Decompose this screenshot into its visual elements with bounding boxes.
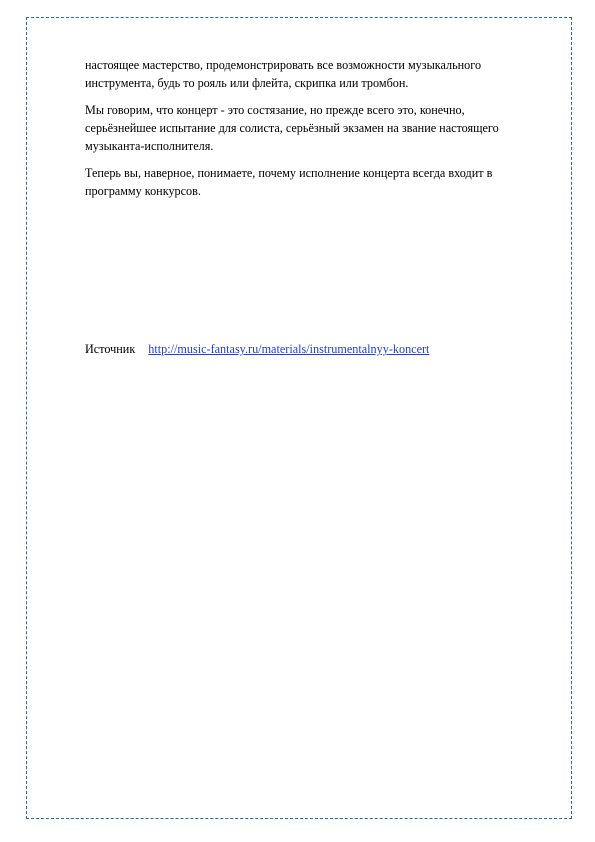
paragraph-3: Теперь вы, наверное, понимаете, почему исполнение концерта всегда входит в программу конкурсов. xyxy=(85,166,493,198)
body-text xyxy=(85,56,535,209)
source-label: Источник xyxy=(85,342,136,356)
paragraph-2: Мы говорим, что концерт - это состязание, но прежде всего это, конечно, серьёзнейшее испытание для солиста, серьёзный экзамен на звание настоящего музыканта-исполнителя. xyxy=(85,103,499,153)
source-link[interactable]: http://music-fantasy.ru/materials/instrumentalnyy-koncert xyxy=(148,342,430,356)
paragraph-1: настоящее мастерство, продемонстрировать все возможности музыкального инструмента, будь то рояль или флейта, скрипка или тромбон. xyxy=(85,58,482,90)
source-line xyxy=(85,340,535,358)
